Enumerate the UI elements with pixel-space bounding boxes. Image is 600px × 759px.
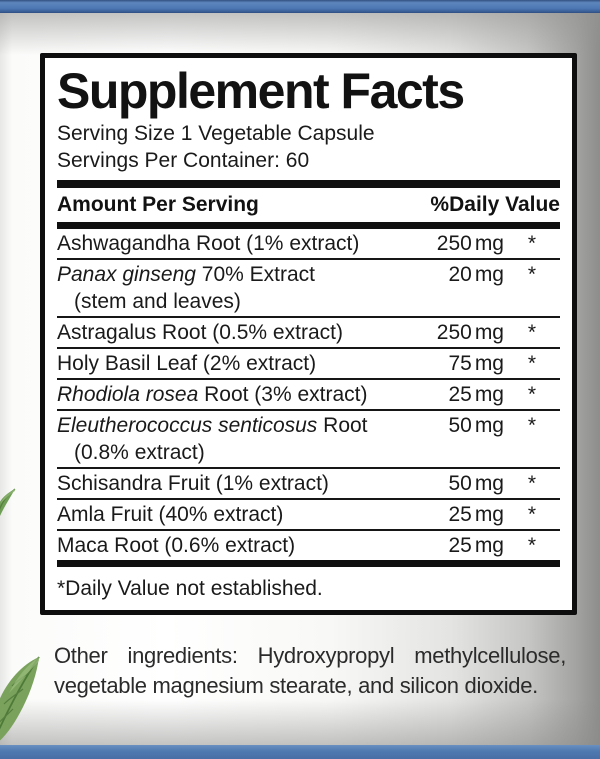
column-header-daily-value: %Daily Value (430, 193, 560, 216)
amount-value: 50 (448, 414, 472, 437)
ingredient-name-line (57, 381, 426, 408)
amount-cell (426, 381, 504, 408)
ingredient-name-line (57, 319, 426, 346)
amount-value: 250 (436, 232, 472, 255)
table-row (57, 498, 560, 529)
ingredient-name-segment: Maca Root (0.6% extract) (57, 534, 296, 557)
ingredient-name-segment: Root (3% extract) (198, 383, 368, 406)
ingredient-name-line (57, 470, 426, 497)
ingredient-name-segment: 70% Extract (195, 263, 316, 286)
amount-unit: mg (474, 472, 504, 495)
table-row (57, 378, 560, 409)
amount-value: 75 (448, 352, 472, 375)
amount-unit: mg (474, 414, 504, 437)
ingredient-name-line-2: (stem and leaves) (74, 290, 241, 313)
amount-value: 50 (448, 472, 472, 495)
table-row (57, 467, 560, 498)
amount-value: 25 (448, 383, 472, 406)
divider-thick (57, 560, 560, 567)
amount-cell (426, 230, 504, 257)
facts-rows (57, 229, 560, 560)
table-row (57, 316, 560, 347)
ingredient-name (57, 532, 426, 559)
ingredient-name-segment: Eleutherococcus senticosus (57, 414, 318, 437)
ingredient-name-segment: Rhodiola rosea (57, 383, 199, 406)
amount-unit: mg (474, 534, 504, 557)
amount-cell (426, 470, 504, 497)
ingredient-name (57, 350, 426, 377)
label-top-sheen (0, 13, 600, 55)
ingredient-name-segment: Holy Basil Leaf (2% extract) (57, 352, 317, 375)
amount-unit: mg (474, 383, 504, 406)
table-header-row (57, 188, 560, 222)
ingredient-name (57, 501, 426, 528)
label-bottom-sheen (0, 699, 600, 745)
table-row (57, 409, 560, 467)
ingredient-name-segment: Root (317, 414, 368, 437)
servings-per-container-text: Servings Per Container: 60 (57, 149, 310, 172)
daily-value-cell: * (527, 383, 537, 406)
other-ingredients-text: Other ingredients: Hydroxypropyl methylcellulose, vegetable magnesium stearate, and silicon dioxide. (54, 643, 566, 698)
ingredient-name-segment: Panax ginseng (57, 263, 196, 286)
amount-value: 25 (448, 503, 472, 526)
daily-value-footnote: *Daily Value not established. (57, 577, 323, 600)
column-header-amount: Amount Per Serving (57, 193, 259, 216)
ingredient-name-line (57, 261, 426, 288)
ingredient-name (57, 230, 426, 257)
daily-value-cell: * (527, 232, 537, 255)
table-row (57, 229, 560, 258)
top-blue-band (0, 0, 600, 13)
amount-value: 25 (448, 534, 472, 557)
amount-unit: mg (474, 503, 504, 526)
bottom-blue-band (0, 745, 600, 759)
amount-unit: mg (474, 352, 504, 375)
amount-value: 250 (436, 321, 472, 344)
daily-value-cell: * (527, 503, 537, 526)
table-row (57, 347, 560, 378)
ingredient-name-line (57, 412, 426, 439)
divider-thick (57, 222, 560, 229)
amount-cell (426, 532, 504, 559)
amount-unit: mg (474, 321, 504, 344)
ingredient-name-line (57, 532, 426, 559)
ingredient-name (57, 412, 426, 466)
leaf-icon (0, 655, 43, 747)
ingredient-name (57, 381, 426, 408)
ingredient-name (57, 319, 426, 346)
ingredient-name-segment: Amla Fruit (40% extract) (57, 503, 284, 526)
daily-value-cell: * (527, 321, 537, 344)
leaf-icon (0, 487, 17, 517)
serving-size-text: Serving Size 1 Vegetable Capsule (57, 122, 375, 145)
amount-unit: mg (474, 232, 504, 255)
table-row (57, 529, 560, 560)
table-row (57, 258, 560, 316)
amount-value: 20 (448, 263, 472, 286)
ingredient-name (57, 261, 426, 315)
ingredient-name-line-2: (0.8% extract) (74, 441, 205, 464)
amount-cell (426, 501, 504, 528)
daily-value-cell: * (527, 352, 537, 375)
ingredient-name-line (57, 350, 426, 377)
supplement-facts-panel (40, 53, 577, 615)
panel-title: Supplement Facts (57, 63, 464, 119)
divider-thick (57, 180, 560, 188)
amount-unit: mg (474, 263, 504, 286)
daily-value-cell: * (527, 534, 537, 557)
ingredient-name (57, 470, 426, 497)
amount-cell (426, 412, 504, 466)
amount-cell (426, 261, 504, 315)
amount-cell (426, 350, 504, 377)
ingredient-name-segment: Astragalus Root (0.5% extract) (57, 321, 343, 344)
daily-value-cell: * (527, 263, 537, 286)
ingredient-name-segment: Ashwagandha Root (1% extract) (57, 232, 360, 255)
ingredient-name-line (57, 501, 426, 528)
daily-value-cell: * (527, 472, 537, 495)
daily-value-cell: * (527, 414, 537, 437)
ingredient-name-segment: Schisandra Fruit (1% extract) (57, 472, 329, 495)
amount-cell (426, 319, 504, 346)
ingredient-name-line (57, 230, 426, 257)
